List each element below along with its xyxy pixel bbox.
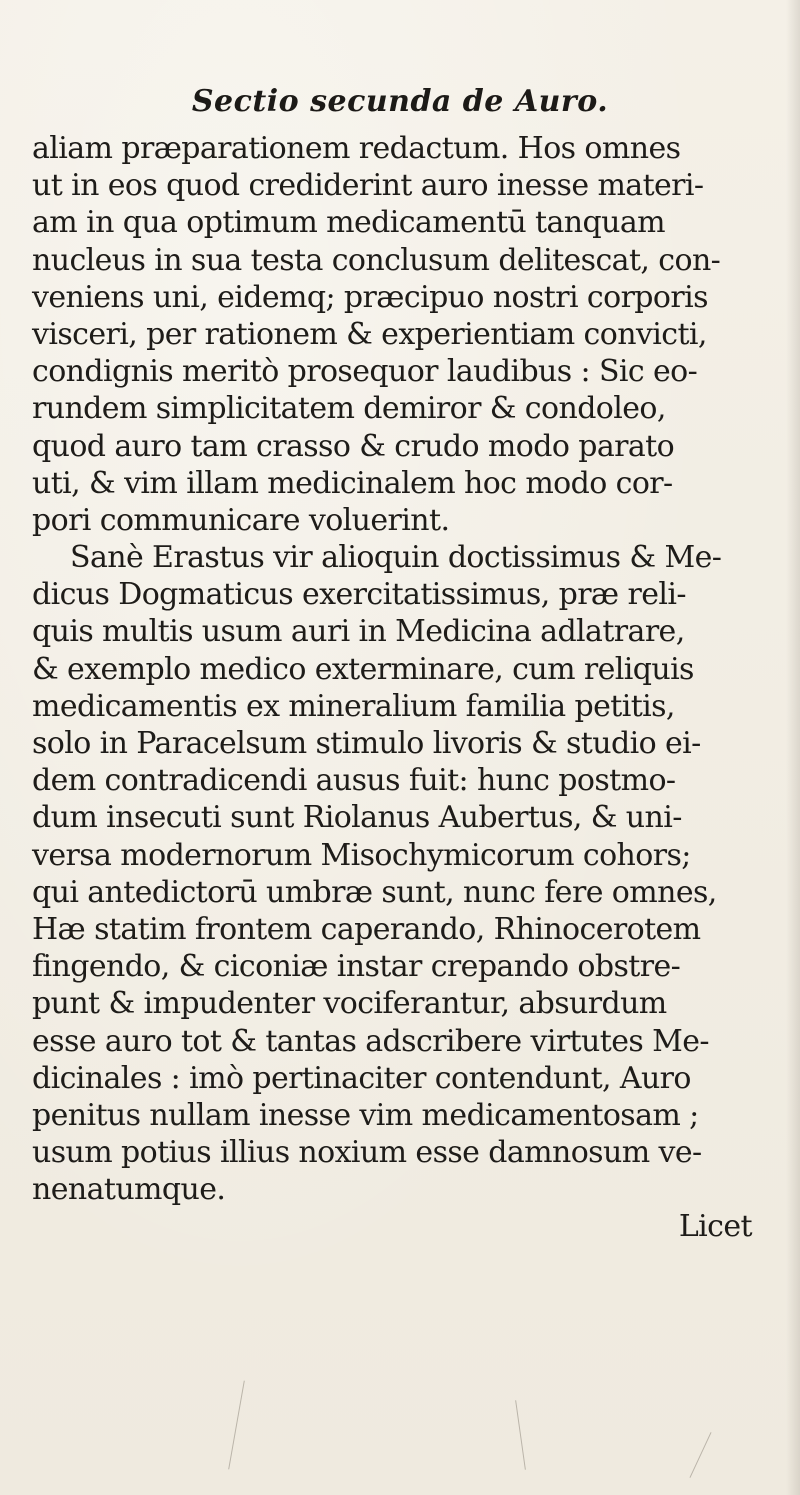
text-line: aliam præparationem redactum. Hos omnes (32, 131, 681, 166)
text-line: ut in eos quod crediderint auro inesse materi- (32, 168, 704, 204)
body-text (32, 130, 792, 1246)
paragraph-start-line: Sanè Erastus vir alioquin doctissimus & Me- (70, 540, 722, 576)
text-line: condignis meritò prosequor laudibus : Sic eo- (32, 354, 698, 390)
text-line: quis multis usum auri in Medicina adlatrare, (32, 614, 685, 650)
text-line: solo in Paracelsum stimulo livoris & studio ei- (32, 726, 701, 761)
paper-scratch (228, 1381, 245, 1470)
text-line: Hæ statim frontem caperando, Rhinocerotem (32, 911, 701, 947)
text-line: dicinales : imò pertinaciter contendunt, Auro (32, 1060, 691, 1096)
text-line: pori communicare voluerint. (32, 502, 450, 538)
text-line: & exemplo medico exterminare, cum reliquis (32, 651, 694, 687)
text-line: uti, & vim illam medicinalem hoc modo cor- (32, 465, 673, 501)
paper-scratch (515, 1400, 526, 1469)
text-line: medicamentis ex mineralium familia petitis, (32, 688, 675, 724)
text-line: esse auro tot & tantas adscribere virtutes Me- (32, 1023, 709, 1059)
text-line: penitus nullam inesse vim medicamentosam ; (32, 1097, 699, 1133)
paper-scratch (689, 1432, 711, 1478)
text-line: visceri, per rationem & experientiam convicti, (32, 316, 707, 352)
text-line: dum insecuti sunt Riolanus Aubertus, & uni- (32, 800, 682, 836)
text-line: nenatumque. (32, 1172, 226, 1208)
text-line: fingendo, & ciconiæ instar crepando obstre- (32, 949, 681, 985)
text-line: am in qua optimum medicamentū tanquam (32, 205, 665, 241)
text-line: punt & impudenter vociferantur, absurdum (32, 986, 667, 1022)
text-line: nucleus in sua testa conclusum delitescat, con- (32, 242, 721, 278)
text-line: qui antedictorū umbræ sunt, nunc fere omnes, (32, 874, 717, 910)
text-line: usum potius illius noxium esse damnosum ve- (32, 1135, 702, 1171)
text-line: dem contradicendi ausus fuit: hunc postmo- (32, 763, 676, 799)
text-line: dicus Dogmaticus exercitatissimus, præ reli- (32, 577, 686, 613)
running-head: Sectio secunda de Auro. (191, 84, 609, 119)
text-line: veniens uni, eidemq; præcipuo nostri corporis (32, 279, 708, 315)
catchword: Licet (678, 1209, 752, 1245)
text-line: rundem simplicitatem demiror & condoleo, (32, 391, 666, 427)
text-line: quod auro tam crasso & crudo modo parato (32, 428, 675, 464)
text-line: versa modernorum Misochymicorum cohors; (32, 837, 691, 873)
